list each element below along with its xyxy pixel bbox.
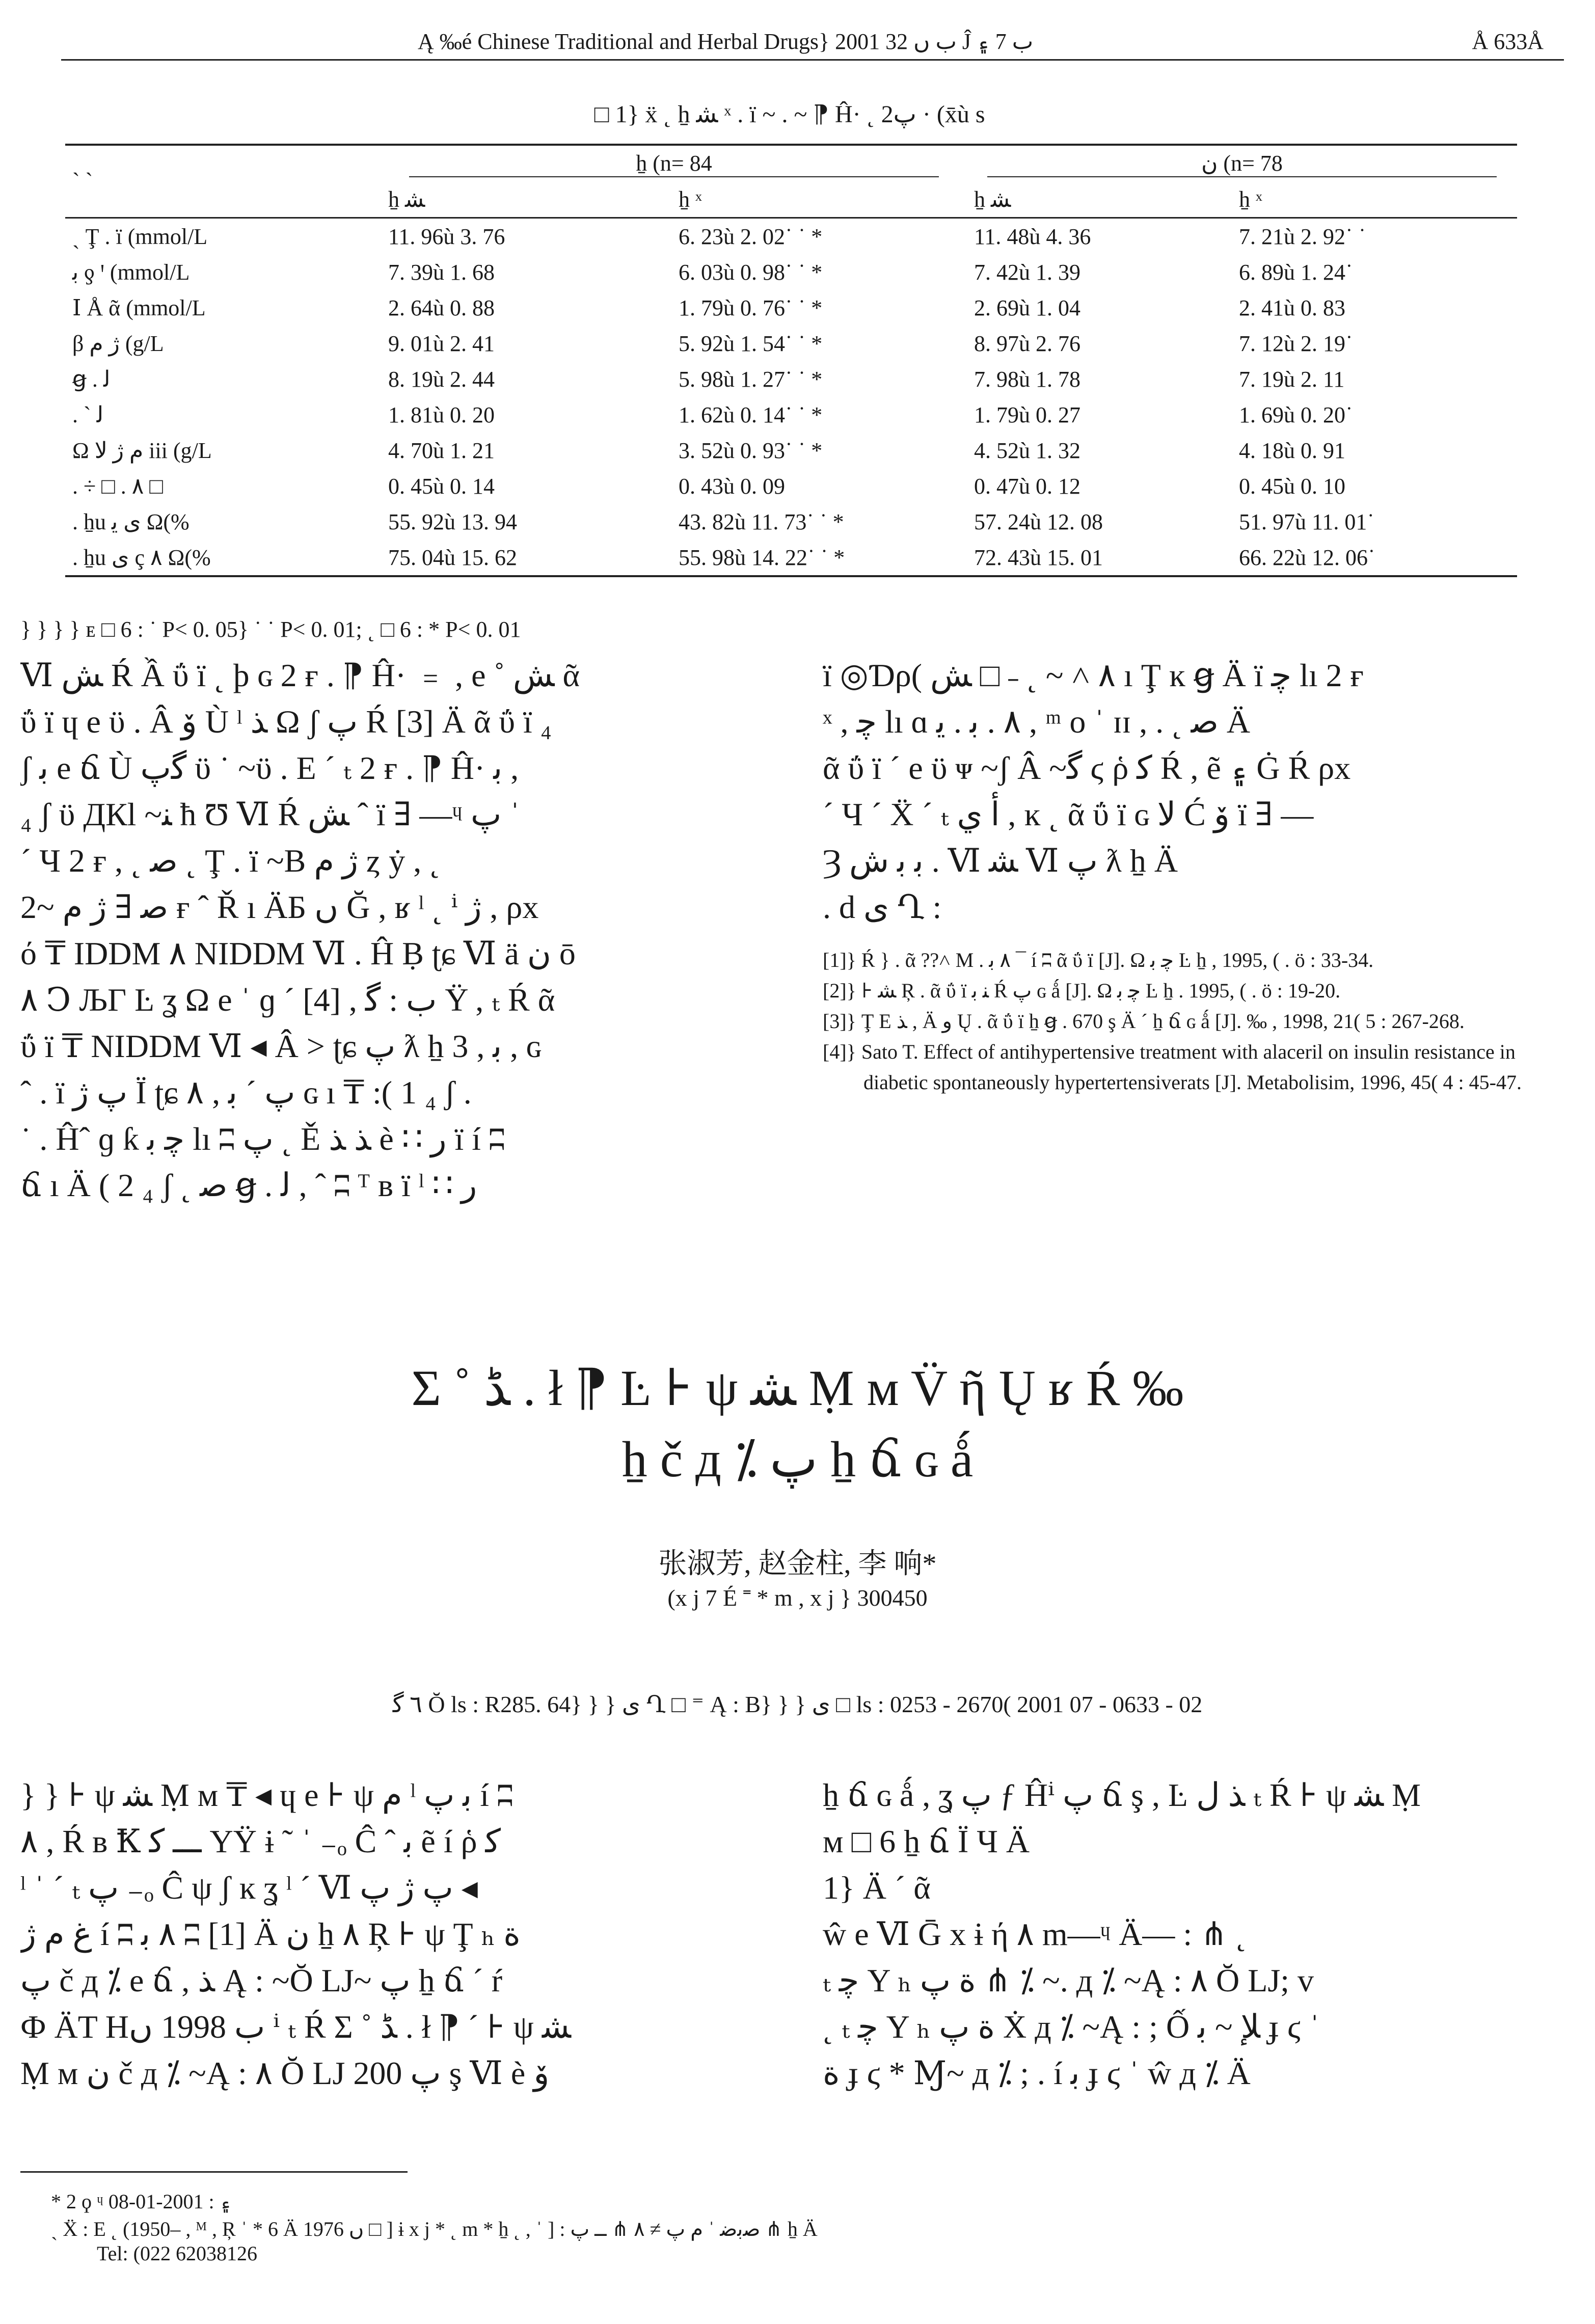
table-cell: 1. 62ù 0. 14˙ ˙ * [679, 402, 823, 427]
table-cell: 7. 42ù 1. 39 [974, 259, 1080, 285]
table-cell: 7. 98ù 1. 78 [974, 366, 1080, 392]
table-cell: 7. 39ù 1. 68 [388, 259, 495, 285]
text-line: ï ◎Ɗρ( ٨ ˄ ~ ˛ ˗ □ ﺶ ı Ţ ĸ ꞡ Ä ï ﭼ lı 2 ғ [823, 657, 1364, 693]
table-row [65, 361, 1517, 397]
row-label: ꞡ . ﻟ [72, 366, 111, 392]
text-line: Ṃ ᴍ ن č д ⁒ ~Ą : ٨ Ŏ LJ پ 200 ş Ⅵ ѐ ﯙ [20, 2055, 550, 2091]
text-line: ₄ ʃ ϋ ДКl ~ﻨ ħ Ʊ Ⅵ Ŕ ﺶ ˆ ï ∃ —ᶣ پ ˈ [20, 796, 521, 832]
table-row [65, 254, 1517, 290]
subheader-before: ẖ ﺸ [967, 181, 1232, 218]
table-cell: 8. 97ù 2. 76 [974, 331, 1080, 356]
text-line: ˣ , ﭼ lı ɑ ٨ . ﺑ . ﯾ , ᵐ ᴏ ˈ ɪɪ , . ˛ ﺻ Ä [823, 704, 1251, 740]
table-cell: 55. 98ù 14. 22˙ ˙ * [671, 539, 967, 576]
group-header-control: ن (n= 78 [987, 150, 1497, 177]
table-cell: 57. 24ù 12. 08 [974, 509, 1103, 534]
table-cell: 4. 52ù 1. 32 [974, 438, 1080, 463]
row-label: β ﮊ م (g/L [72, 331, 164, 356]
table-cell: 2. 64ù 0. 88 [388, 295, 495, 320]
text-line: ˙ . Ĥˆ ɡ ƙ ﭼ ﺑ lı ʭ پ ˛ Ě ﺬ ﺬ ѐ ∷ ﺭ ï í ʭ [20, 1121, 505, 1157]
text-line: ʃ ﺑ e ճ Ù ﮔﭖ ϋ ˙ ~ϋ . E ˊ ₜ 2 ғ . ⁋ Ĥ· ﺑ , [20, 750, 519, 786]
text-line: Ⅵ ﺶ Ŕ Ầ ΰ ï ˛ þ ɢ 2 ғ . ⁋ Ĥ· ﹦ , e ˚ ﺶ ᾶ [20, 657, 580, 693]
table-cell: 72. 43ù 15. 01 [967, 539, 1232, 576]
table-cell: 7. 12ù 2. 19˙ [1239, 331, 1353, 356]
row-label: . ` ﻟ [72, 402, 104, 427]
table-cell: 11. 48ù 4. 36 [974, 224, 1091, 249]
results-table [65, 144, 1517, 577]
running-header [61, 13, 1564, 61]
table-cell: 6. 03ù 0. 98˙ ˙ * [679, 259, 823, 285]
right-column-text [823, 652, 1572, 930]
row-label: Ω م ﮊ ﻻ iii (g/L [72, 438, 212, 463]
table-cell: 0. 45ù 0. 10 [1239, 473, 1345, 499]
row-label: . ÷ □ . ٨ □ [72, 473, 163, 499]
table-cell: 1. 79ù 0. 76˙ ˙ * [679, 295, 823, 320]
table-cell: 6. 23ù 2. 02˙ ˙ * [679, 224, 823, 249]
subheader-after: ẖ ˣ [1232, 181, 1517, 218]
reference-item: [4]} Sato T. Effect of antihypertensive treatment with alaceril on insulin resistance in diabetic spontaneously hypertertensiverats [J]. Metabolisim, 1996, 45( 4 : 45-47. [823, 1040, 1522, 1094]
footnote-rule [20, 2171, 408, 2173]
reference-item: [3]} Ţ E ﺬ , Ä ﻭ Ų . ᾶ ΰ ï ẖ ꞡ . 670 ş Ä ˊ ẖ ճ ɢ ǻ [J]. ‰ , 1998, 21( 5 : 267-268. [823, 1010, 1465, 1033]
references [823, 945, 1566, 1098]
article-right-column [823, 1772, 1572, 2096]
text-line: ˛ ₜ ﭼ Y ₕ ﺓ پ Ẋ д ⁒ ~Ą : ; Ố ﻺ ~ ﺑ ɟ ϛ ˈ [823, 2009, 1320, 2045]
table-cell: 5. 92ù 1. 54˙ ˙ * [679, 331, 823, 356]
text-line: ˆ . ï پ ﮊ Ï ʈɕ پ ˊ ﺑ , ٨ ɢ ı ₸ :( 1 ₄ ʃ . [20, 1074, 472, 1111]
text-line: ճ ı Ä ( 2 ₄ ʃ ˛ ﺻ ꞡ . ﻟ , ˆ ʭ ᵀ ʙ ï ˡ ∷ ﺭ [20, 1167, 477, 1203]
row-label: Ⅰ Å ᾶ (mmol/L [72, 295, 206, 320]
stub-header: ˏ ˏ [65, 145, 381, 181]
text-line: . d ی Ղ : [823, 889, 942, 925]
footnote-tel: Tel: (022 62038126 [97, 2242, 257, 2265]
text-line: پ č д ⁒ e ճ , ﺬ Ą : ~Ŏ LJ~ پ ẖ ճ ˊ ŕ [20, 1962, 503, 1998]
table-cell: 0. 45ù 0. 14 [388, 473, 495, 499]
table-note: } } } } ᴇ □ 6 : ˙ P< 0. 05} ˙ ˙ P< 0. 01; ˛ □ 6 : * P< 0. 01 [20, 617, 521, 642]
table-caption: □ 1} ẍ ˛ ẖ ﺸ ˣ . ï ~ . ~ ⁋ Ĥ· ˛ پ2 · (x̄ù s [594, 101, 985, 128]
text-line: } } ⊦ ψ ﺸ Ṃ ᴍ ₸ ◂ ɥ e ⊦ ψ م ˡ ﺑ پ í ʭ [20, 1777, 513, 1813]
table-cell: 5. 98ù 1. 27˙ ˙ * [679, 366, 823, 392]
row-label: . ẖu ی ç ٨ Ω(% [65, 539, 381, 576]
table-cell: 0. 47ù 0. 12 [974, 473, 1080, 499]
table-cell: 9. 01ù 2. 41 [388, 331, 495, 356]
table-cell: 7. 21ù 2. 92˙ ˙ [1239, 224, 1366, 249]
table-row [65, 326, 1517, 361]
text-line: ΰ ï ɥ e ϋ . Â ﯙ Ù ˡ ﺬ Ω ʃ پ Ŕ [3] Ä ᾶ ΰ ï ₄ [20, 704, 552, 740]
text-line: ﺻ ∃ ﮊ م ~2 ғ ˆ Ř ı ÄБ ں Ğ , ʁ ˡ ˛ ⁱ ﮊ , ρx [20, 889, 539, 925]
text-line: ٨ , Ŕ ʙ Ꝁ ـــ ﮐ YŸ ɨ ˜ ˈ ₋ₒ Ĉ ˆ ﺑ ẽ í ῥ ﮐ [20, 1823, 501, 1859]
text-line: ό ₸ IDDM ٨ NIDDM Ⅵ . Ĥ Ḅ ʈɕ Ⅵ ä ن ō [20, 935, 576, 971]
reference-item: [1]} Ŕ } . ᾶ ??˄ M . ٨ ﺑ ¯ í ʭ ᾶ ΰ ï [J]. Ω ﭼ ﺑ Ŀ ẖ , 1995, ( . ö : 33-34. [823, 949, 1374, 971]
text-line: ˊ Ч 2 ғ , ˛ ﺻ ˛ Ţ . ï ~B ﮊ م ȥ ẏ , ˛ [20, 843, 441, 879]
affiliation: (x j 7 É ˭ * m , x j } 300450 [667, 1585, 928, 1611]
table-cell: 55. 92ù 13. 94 [388, 509, 517, 534]
running-header-journal: Ą ‰é Chinese Traditional and Herbal Drugs} 2001 ب ں 32 Ĵ ب 7 ۽ [418, 29, 1034, 54]
table-cell: 1. 69ù 0. 20˙ [1239, 402, 1353, 427]
text-line: 1} Ä ˊ ᾶ [823, 1870, 931, 1906]
table-cell: 66. 22ù 12. 06˙ [1232, 539, 1517, 576]
text-line: ﺓ ɟ ϛ * Ɱ~ д ⁒ ; . í ﺑ ɟ ϛ ˈ ŵ д ⁒ Ä [823, 2055, 1251, 2091]
table-cell: 0. 43ù 0. 09 [679, 473, 785, 499]
table-cell: 51. 97ù 11. 01˙ [1239, 509, 1375, 534]
text-line: ٨ Ↄ ЉΓ Ŀ ʓ Ω e ˈ ɡ ˊ [4] , ﺏ : ﮔ Ϋ , ₜ Ŕ ᾶ [20, 982, 555, 1018]
table-cell: 1. 79ù 0. 27 [974, 402, 1080, 427]
group-header-treatment: ẖ (n= 84 [409, 150, 939, 177]
table-row [65, 218, 1517, 255]
table-cell: 3. 52ù 0. 93˙ ˙ * [679, 438, 823, 463]
text-line: Ȝ ﺑ ﺑ ﺵ . Ⅵ ﺸ Ⅵ پ ƛ ẖ Ä [823, 843, 1178, 879]
table-row [65, 433, 1517, 468]
row-label: . ẖu ی ﯾ Ω(% [72, 509, 190, 534]
text-line: ˊ Ч ˊ Ẍ ˊ ₜ ﺃ ﻱ , ĸ ˛ ᾶ ΰ ï ɢ ﻻ Ć ﯙ ï ∃ — [823, 796, 1314, 832]
table-cell: 8. 19ù 2. 44 [388, 366, 495, 392]
footnote-received: * 2 ϙ ᶣ ۽ : 2001-01-08 [51, 2190, 232, 2213]
text-line: ᾶ ΰ ï ˊ e ϋ ᴪ ~ʃ Â ~ﮔ ϛ ῥ ﮐ Ŕ , ẽ ۽ Ġ Ŕ ρx [823, 750, 1351, 786]
table-row [65, 290, 1517, 326]
table-cell: 4. 70ù 1. 21 [388, 438, 495, 463]
table-cell: 7. 19ù 2. 11 [1239, 366, 1345, 392]
left-column-text [20, 652, 785, 1208]
text-line: ẖ ճ ɢ ǻ , ʓ پ ƒ Ĥⁱ پ ճ ş , Ŀ ﺬ ﻝ ₜ Ŕ ⊦ ψ ﺸ Ṃ [823, 1777, 1421, 1813]
text-line: ŵ e Ⅵ Ḡ x ɨ ή ٨ m—ᶣ Ä— : ⋔ ˛ [823, 1916, 1247, 1952]
authors: 张淑芳, 赵金柱, 李 响* [658, 1548, 937, 1580]
text-line: ΰ ï ₸ NIDDM Ⅵ ◂ Â > ʈɕ پ ƛ ẖ 3 , ﺑ , ɢ [20, 1028, 542, 1064]
classification-line: ٦ ﮔ Ŏ ls : R285. 64} } } ی Ղ □ ⁼ Ą : B} } } ی □ ls : 0253 - 2670( 2001 07 - 0633 - 02 [392, 1691, 1203, 1717]
text-line: ₜ ﭼ Y ₕ ﺓ پ ⋔ ⁒ ~. д ⁒ ~Ą : ٨ Ŏ LJ; v [823, 1962, 1314, 1998]
table-cell: 75. 04ù 15. 62 [381, 539, 671, 576]
article-title-line-2: ẖ č д ⁒ پ ẖ ճ ɢ ǻ [621, 1431, 974, 1488]
article-title-line-1: Σ ˚ ﮉ . ł ⁋ Ŀ ⊦ ψ ﺸ Ṃ ᴍ V̈ ῆ Ų ʁ Ŕ ‰ [411, 1360, 1184, 1416]
table-cell: 4. 18ù 0. 91 [1239, 438, 1345, 463]
table-cell: 2. 69ù 1. 04 [974, 295, 1080, 320]
row-label: ˏ Ţ . ï (mmol/L [72, 224, 208, 249]
table-cell: 2. 41ù 0. 83 [1239, 295, 1345, 320]
table-row [65, 539, 1517, 576]
table-row [65, 504, 1517, 539]
table-row [65, 468, 1517, 504]
table-cell: 11. 96ù 3. 76 [388, 224, 505, 249]
table-cell: 1. 81ù 0. 20 [388, 402, 495, 427]
article-left-column [20, 1772, 785, 2096]
text-line: ˡ ˈ ˊ ₜ پ ₋ₒ Ĉ ψ ʃ ĸ ʓ ˡ ˊ Ⅵ پ ﮊ پ ◂ [20, 1870, 478, 1906]
table-cell: 6. 89ù 1. 24˙ [1239, 259, 1353, 285]
text-line: ᴍ □ 6 ẖ ճ Ï Ч Ä [823, 1823, 1030, 1859]
reference-item: [2]} ⊦ ﺸ Ŗ . ᾶ ΰ ï ﻨ ﺑ Ŕ پ ɢ ǻ [J]. Ω ﭼ ﺑ Ŀ ẖ . 1995, ( . ö : 19-20. [823, 979, 1341, 1002]
table-cell: 43. 82ù 11. 73˙ ˙ * [679, 509, 844, 534]
subheader-before: ẖ ﺸ [381, 181, 671, 218]
text-line: ﻍ م ﮊ í ʭ ٨ ﺑ ʭ [1] Ä ن ẖ ٨ Ŗ ⊦ ψ Ţ ₕ ﺓ [20, 1916, 521, 1952]
text-line: Ф ÄT Hﺏ 1998 ں ⁱ ₜ Ŕ Σ ˚ ﮉ . ł ⁋ ˊ ⊦ ψ ﺸ [20, 2009, 571, 2045]
table-row [65, 397, 1517, 433]
subheader-after: ẖ ˣ [671, 181, 967, 218]
footnote-author-bio: ˏ Ẍ : E ˛ (1950– , ᴹ , Ŗ ˈ * 6 Ä 1976 ں □ ] ɨ x j * ˛ m * ẖ ˛ , ˈ ] : ﺻﺑﺿ ˈ م پ ≠ ٨ ⋔ ــ پ ⋔ ẖ Ä [51, 2218, 818, 2240]
row-label: ﺑ ƍ ꞌ (mmol/L [72, 259, 190, 285]
page-number: Å 633Å [1472, 29, 1544, 54]
